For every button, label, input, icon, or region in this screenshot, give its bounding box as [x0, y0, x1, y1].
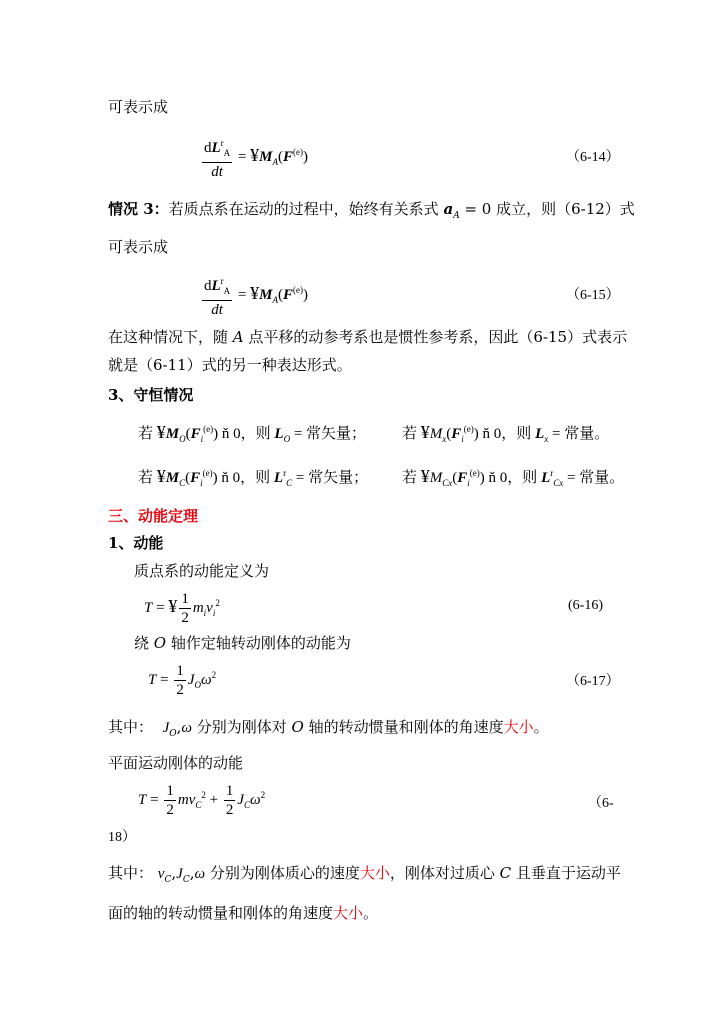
equation-number-continued: 18） [108, 830, 136, 845]
section-heading: 3、守恒情况 [108, 386, 194, 404]
paragraph-text: 面的轴的转动惯量和刚体的角速度大小。 [108, 904, 379, 922]
equation-number: （6-17） [566, 674, 620, 689]
sum-symbol: ¥ [250, 282, 260, 303]
equation-6-14: $\frac{dL^r_A}{dt}$ = $¥M_A(F^{(e)})$ [200, 134, 308, 181]
paragraph-text: 在这种情况下，随 A 点平移的动参考系也是惯性参考系，因此（6-15）式表示 [108, 328, 628, 346]
equation-6-17: T = $\frac{1}{2}$ $J_O\omega^2$ [148, 663, 217, 698]
equation-number: （6- [588, 796, 614, 811]
equation-number: (6-16) [568, 598, 603, 613]
paragraph-text: 可表示成 [108, 98, 169, 116]
case-label: 情况 3： [108, 200, 169, 218]
equation-6-15: $\frac{dL^r_A}{dt}$ = $¥M_A(F^{(e)})$ [200, 272, 308, 319]
paragraph-text: 其中： $v_C,J_C,\omega$ 分别为刚体质心的速度大小，刚体对过质心 C 且垂直于运动平 [108, 864, 621, 885]
paragraph-text: 绕 O 轴作定轴转动刚体的动能为 [134, 634, 351, 652]
paragraph-text: 可表示成 [108, 238, 169, 256]
equation-6-16: T = ¥ $\frac{1}{2}$ $m_iv_i^2$ [144, 591, 220, 626]
paragraph-text: 其中： $J_O,\omega$ 分别为刚体对 O 轴的转动惯量和刚体的角速度大小。 [108, 718, 549, 739]
fraction: $\frac{dL^r_A}{dt}$ [202, 272, 232, 319]
section-heading: 1、动能 [108, 534, 164, 552]
paragraph-text: 平面运动刚体的动能 [108, 754, 244, 772]
conservation-condition: 若 $¥M_O(F_i^{(e)})$ ň 0，则 $L_O$ = 常矢量； [138, 422, 367, 444]
paragraph-text: 质点系的动能定义为 [134, 562, 270, 580]
equation-6-18: T = $\frac{1}{2}$ $mv_C^2$ + $\frac{1}{2}$ $J_C\omega^2$ [138, 783, 266, 818]
equation-number: （6-15） [566, 288, 620, 303]
paragraph-text: 就是（6-11）式的另一种表达形式。 [108, 356, 352, 374]
conservation-condition: 若 $¥M_x(F_i^{(e)})$ ň 0，则 $L_x$ = 常量。 [402, 422, 610, 444]
equation-number: （6-14） [566, 150, 620, 165]
fraction: $\frac{dL^r_A}{dt}$ [202, 134, 232, 181]
sum-symbol: ¥ [250, 144, 260, 165]
chapter-heading: 三、动能定理 [108, 507, 199, 525]
case-3-paragraph: 情况 3：若质点系在运动的过程中，始终有关系式 $a_A = 0$ 成立，则（6-12）式 [108, 200, 635, 221]
conservation-condition: 若 $¥M_C(F_i^{(e)})$ ň 0，则 $L^r_C$ = 常矢量； [138, 466, 369, 488]
conservation-condition: 若 $¥M_{Cx}(F_i^{(e)})$ ň 0，则 $L^r_{Cx}$ = 常量。 [402, 466, 625, 488]
